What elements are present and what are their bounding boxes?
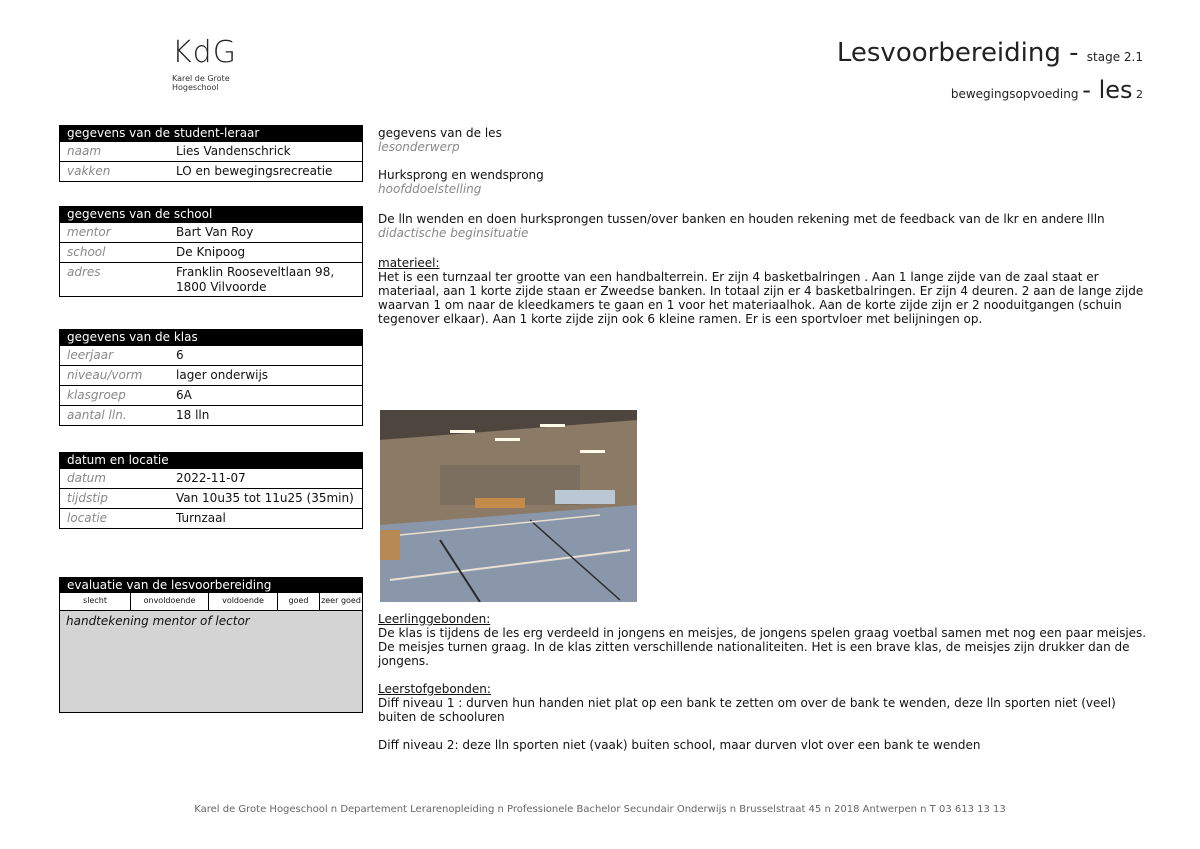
diff-level-2: Diff niveau 2: deze lln sporten niet (vaak) buiten school, maar durven vlot over een bank te wenden — [378, 738, 981, 752]
evaluation-scale — [60, 593, 362, 611]
info-key: tijdstip — [67, 491, 108, 505]
info-key: datum — [67, 471, 106, 485]
section-heading: materieel: — [378, 256, 440, 270]
scale-option[interactable]: slecht — [60, 593, 131, 610]
box-header: datum en locatie — [60, 453, 362, 468]
info-key: leerjaar — [67, 348, 114, 362]
footer: Karel de Grote Hogeschool n Departement Lerarenopleiding n Professionele Bachelor Secundair Onderwijs n Brusselstraat 45 n 2018 Antwerpen n T 03 613 13 13 — [194, 804, 1006, 815]
student-info-box — [59, 125, 363, 182]
learner-section — [378, 612, 1150, 752]
scale-option[interactable]: zeer goed — [321, 596, 361, 605]
page-title — [837, 38, 1143, 68]
info-value: Franklin Rooseveltlaan 98, 1800 Vilvoorde — [176, 265, 335, 294]
info-value: De Knipoog — [176, 245, 246, 259]
info-value: Bart Van Roy — [176, 225, 254, 239]
materials-text: Het is een turnzaal ter grootte van een handbalterrein. Er zijn 4 basketbalringen . Aan 1 lange zijde van de zaal staat er materiaal, aan 1 korte zijde staan er Zweedse banken. In totaal zijn er 4 basketbalringen. Er zijn 4 deuren. 2 aan de lange zijde waarvan 1 om naar de kleedkamers te gaan en 1 voor het materiaalhok. Aan de korte zijde zijn er 2 nooduitgangen (schuin tegenover elkaar). Aan 1 korte zijde zijn ook 6 kleine ramen. Er is een sportvloer met belijningen op. — [378, 270, 1144, 326]
title-stage: stage 2.1 — [1086, 50, 1143, 64]
section-heading: Leerlinggebonden: — [378, 612, 491, 626]
subtitle-subject: bewegingsopvoeding — [950, 87, 1083, 101]
signature-label: handtekening mentor of lector — [66, 614, 250, 628]
scale-option[interactable]: voldoende — [209, 593, 278, 610]
field-label: hoofddoelstelling — [378, 182, 482, 196]
subtitle-dash: - — [1082, 76, 1099, 104]
logo-subtitle — [172, 74, 237, 92]
info-row — [60, 222, 362, 242]
info-key: niveau/vorm — [67, 368, 143, 382]
info-value: lager onderwijs — [176, 368, 269, 382]
info-row — [60, 141, 362, 161]
logo-mark: KdG — [172, 35, 237, 70]
box-header: gegevens van de student-leraar — [60, 126, 362, 141]
gym-photo — [380, 410, 637, 602]
section-heading: gegevens van de les — [378, 126, 502, 140]
info-row — [60, 468, 362, 488]
box-header: evaluatie van de lesvoorbereiding — [60, 578, 362, 593]
class-info-box — [59, 329, 363, 426]
subtitle-les: les — [1098, 76, 1133, 104]
kdg-logo — [172, 35, 237, 92]
lesson-topic: Hurksprong en wendsprong — [378, 168, 544, 182]
section-heading: Leerstofgebonden: — [378, 682, 491, 696]
info-key: adres — [67, 265, 101, 279]
info-key: school — [67, 245, 106, 259]
info-value: 6A — [176, 388, 192, 402]
info-key: mentor — [67, 225, 111, 239]
main-objective: De lln wenden en doen hurksprongen tussen/over banken en houden rekening met de feedback van de lkr en andere llln — [378, 212, 1105, 226]
info-value: 18 lln — [176, 408, 210, 422]
box-header: gegevens van de school — [60, 207, 362, 222]
box-header: gegevens van de klas — [60, 330, 362, 345]
scale-option[interactable]: goed — [278, 593, 320, 610]
info-row — [60, 508, 362, 528]
lesson-details — [378, 126, 1150, 326]
info-value: Lies Vandenschrick — [176, 144, 291, 158]
logo-line-1: Karel de Grote — [172, 74, 230, 83]
subtitle-number: 2 — [1132, 88, 1143, 101]
page-subtitle — [951, 76, 1143, 104]
date-location-box — [59, 452, 363, 529]
info-value: Turnzaal — [176, 511, 226, 525]
info-key: locatie — [67, 511, 108, 525]
info-value: 2022-11-07 — [176, 471, 246, 485]
info-row — [60, 161, 362, 181]
field-label: lesonderwerp — [378, 140, 460, 154]
logo-line-2: Hogeschool — [172, 83, 219, 92]
info-key: vakken — [67, 164, 111, 178]
school-info-box — [59, 206, 363, 297]
info-key: naam — [67, 144, 102, 158]
field-label: didactische beginsituatie — [378, 226, 529, 240]
info-row — [60, 385, 362, 405]
info-key: aantal lln. — [67, 408, 127, 422]
evaluation-box — [59, 577, 363, 713]
info-row — [60, 345, 362, 365]
scale-option[interactable]: onvoldoende — [131, 593, 209, 610]
info-row — [60, 242, 362, 262]
learner-text: De klas is tijdens de les erg verdeeld in jongens en meisjes, de jongens spelen graag voetbal samen met nog een paar meisjes. De meisjes turnen graag. In de klas zitten verschillende nationaliteiten. Het is een brave klas, de meisjes zijn drukker dan de jongens. — [378, 626, 1147, 668]
info-row — [60, 405, 362, 425]
diff-level-1: Diff niveau 1 : durven hun handen niet plat op een bank te zetten om over de bank te wenden, deze lln sporten niet (veel) buiten de schooluren — [378, 696, 1116, 724]
info-value: 6 — [176, 348, 184, 362]
title-main: Lesvoorbereiding - — [836, 38, 1087, 68]
info-row — [60, 365, 362, 385]
info-row — [60, 488, 362, 508]
info-value: Van 10u35 tot 11u25 (35min) — [176, 491, 354, 505]
info-key: klasgroep — [67, 388, 126, 402]
info-row — [60, 262, 362, 296]
info-value: LO en bewegingsrecreatie — [176, 164, 333, 178]
